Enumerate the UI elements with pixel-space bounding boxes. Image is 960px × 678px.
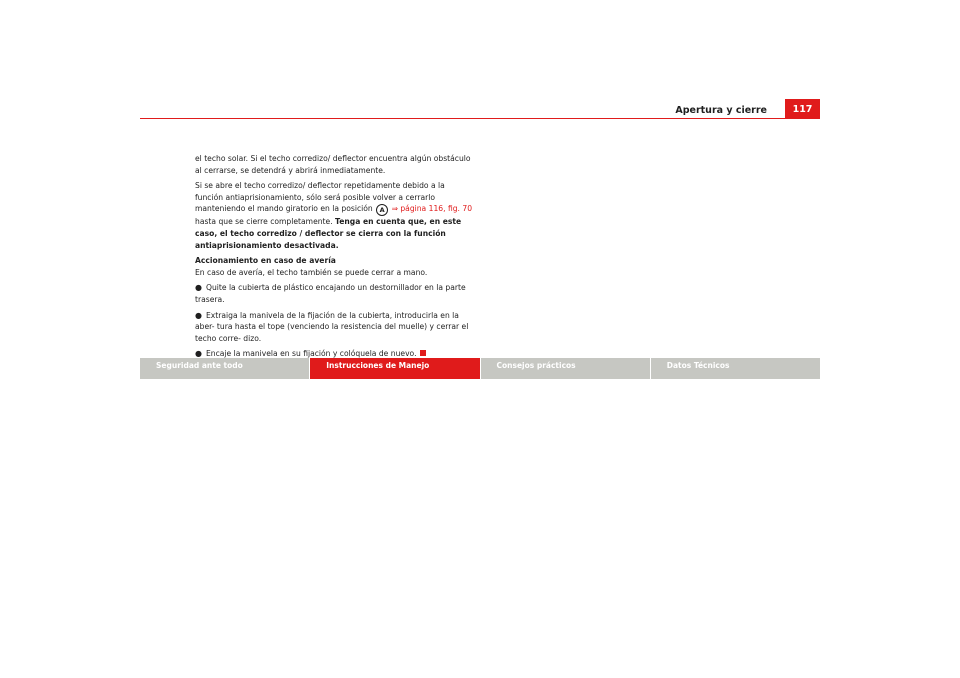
page-header-title: Apertura y cierre (675, 105, 767, 116)
list-item-text: Quite la cubierta de plástico encajando un destornillador en la parte trasera. (195, 283, 466, 304)
header-divider (140, 118, 820, 119)
section-intro: En caso de avería, el techo también se puede cerrar a mano. (195, 267, 428, 277)
bullet-icon: ● (195, 283, 202, 293)
list-item (195, 282, 475, 305)
tab-consejos[interactable]: Consejos prácticos (481, 358, 650, 379)
tab-instrucciones[interactable]: Instrucciones de Manejo (310, 358, 479, 379)
body-text (195, 153, 475, 364)
position-a-symbol: A (376, 204, 388, 216)
list-item-text: Extraiga la manivela de la fijación de la cubierta, introducirla en la aber- tura hasta el tope (venciendo la resistencia del muelle) y cerrar el techo corre- dizo. (195, 310, 469, 343)
paragraph-2 (195, 180, 475, 251)
section-heading: Accionamiento en caso de avería (195, 256, 336, 266)
paragraph-2-warning: Tenga en cuenta que, en este caso, el techo corredizo / deflector se cierra con la función antiaprisionamiento desactivada. (195, 217, 462, 250)
tab-datos[interactable]: Datos Técnicos (651, 358, 820, 379)
page-reference-link[interactable]: ⇒ página 116, fig. 70 (391, 204, 473, 214)
paragraph-2-text-a: Si se abre el techo corredizo/ deflector repetidamente debido a la función antiaprisionamiento, sólo será posible volver a cerrarlo manteniendo el mando giratorio en la posición (195, 181, 445, 214)
paragraph-1: el techo solar. Si el techo corredizo/ deflector encuentra algún obstáculo al cerrarse, se detendrá y abrirá inmediatamente. (195, 154, 471, 175)
tab-seguridad[interactable]: Seguridad ante todo (140, 358, 309, 379)
list-item-text: Encaje la manivela en su fijación y colóquela de nuevo. (205, 349, 417, 359)
footer-nav (140, 358, 820, 379)
bullet-icon: ● (195, 349, 202, 359)
paragraph-2-text-b: hasta que se cierre completamente. (195, 217, 336, 227)
end-of-section-icon (420, 350, 426, 356)
bullet-icon: ● (195, 310, 202, 320)
list-item (195, 310, 475, 345)
page-number-badge: 117 (785, 99, 820, 118)
